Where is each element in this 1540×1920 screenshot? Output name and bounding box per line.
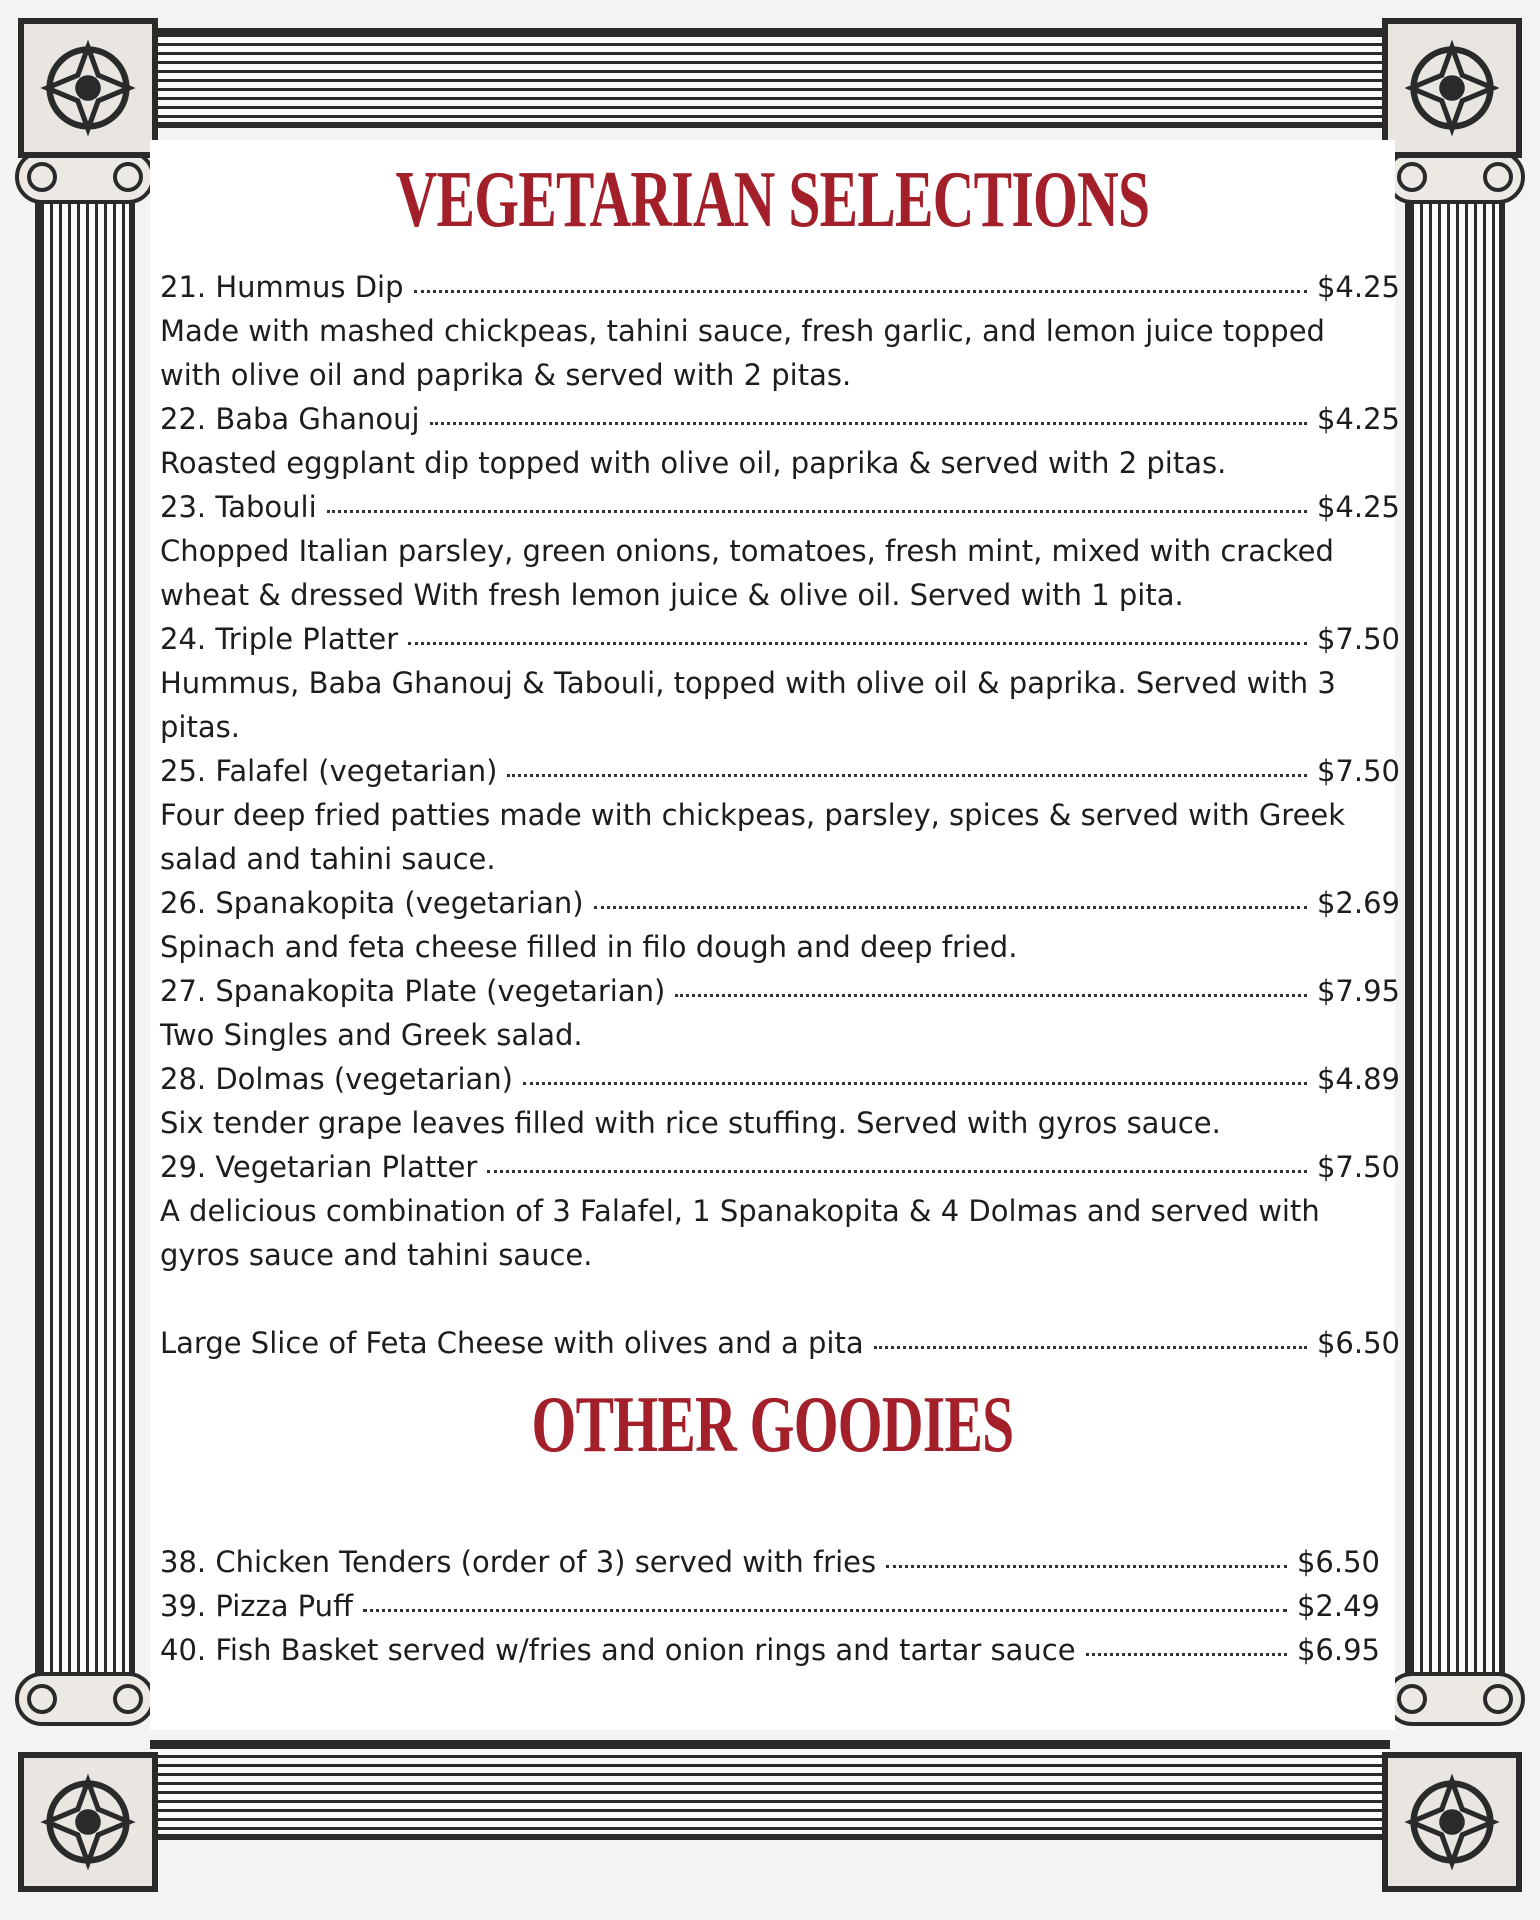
spacer [160, 1277, 1400, 1321]
item-description: A delicious combination of 3 Falafel, 1 Spanakopita & 4 Dolmas and served with gyros sauce and tahini sauce. [160, 1194, 1320, 1272]
item-name: 38. Chicken Tenders (order of 3) served with fries [160, 1545, 877, 1579]
menu-item [160, 969, 1400, 1013]
dot-leader [594, 906, 1307, 909]
item-name: 24. Triple Platter [160, 622, 399, 656]
dot-leader [507, 774, 1307, 777]
dot-leader [1086, 1653, 1287, 1656]
item-description: Two Singles and Greek salad. [160, 1018, 583, 1052]
dot-leader [363, 1609, 1287, 1612]
item-description: Chopped Italian parsley, green onions, tomatoes, fresh mint, mixed with cracked wheat & dressed With fresh lemon juice & olive oil. Served with 1 pita. [160, 534, 1334, 612]
column-capital [1385, 150, 1525, 204]
item-price: $4.25 [1316, 490, 1400, 524]
dot-leader [487, 1170, 1307, 1173]
menu-item [160, 397, 1400, 441]
item-description: Six tender grape leaves filled with rice stuffing. Served with gyros sauce. [160, 1106, 1221, 1140]
other-goodies-list [160, 1540, 1380, 1672]
rosette-corner-icon [1382, 1752, 1522, 1892]
right-column-frame [1405, 150, 1505, 1710]
menu-item [160, 265, 1400, 309]
item-name: 21. Hummus Dip [160, 270, 404, 304]
top-column-frame [150, 28, 1390, 128]
item-name: Large Slice of Feta Cheese with olives and a pita [160, 1326, 864, 1360]
item-price: $4.25 [1316, 402, 1400, 436]
item-description: Roasted eggplant dip topped with olive oil, paprika & served with 2 pitas. [160, 446, 1227, 480]
left-column-frame [35, 150, 135, 1710]
vegetarian-menu-list [160, 265, 1400, 1365]
item-price: $6.95 [1296, 1633, 1380, 1667]
item-name: 27. Spanakopita Plate (vegetarian) [160, 974, 666, 1008]
column-capital [1385, 1672, 1525, 1726]
rosette-corner-icon [1382, 18, 1522, 158]
item-price: $2.69 [1316, 886, 1400, 920]
item-name: 39. Pizza Puff [160, 1589, 354, 1623]
dot-leader [408, 642, 1307, 645]
item-name: 25. Falafel (vegetarian) [160, 754, 498, 788]
dot-leader [414, 290, 1307, 293]
menu-item [160, 485, 1400, 529]
item-name: 26. Spanakopita (vegetarian) [160, 886, 584, 920]
item-description: Spinach and feta cheese filled in filo dough and deep fried. [160, 930, 1018, 964]
item-price: $7.50 [1316, 1150, 1400, 1184]
dot-leader [327, 510, 1307, 513]
item-price: $7.50 [1316, 754, 1400, 788]
dot-leader [675, 994, 1307, 997]
rosette-corner-icon [18, 1752, 158, 1892]
item-description: Four deep fried patties made with chickpeas, parsley, spices & served with Greek salad and tahini sauce. [160, 798, 1346, 876]
item-name: 29. Vegetarian Platter [160, 1150, 478, 1184]
dot-leader [523, 1082, 1307, 1085]
item-price: $6.50 [1296, 1545, 1380, 1579]
menu-item [160, 1145, 1400, 1189]
menu-content-panel [150, 140, 1400, 1730]
item-price: $4.25 [1316, 270, 1400, 304]
item-name: 23. Tabouli [160, 490, 317, 524]
bottom-column-frame [150, 1740, 1390, 1840]
item-price: $4.89 [1316, 1062, 1400, 1096]
rosette-corner-icon [18, 18, 158, 158]
item-price: $2.49 [1296, 1589, 1380, 1623]
menu-item [160, 1628, 1380, 1672]
dot-leader [874, 1346, 1307, 1349]
item-price: $7.95 [1316, 974, 1400, 1008]
item-description: Hummus, Baba Ghanouj & Tabouli, topped with olive oil & paprika. Served with 3 pitas. [160, 666, 1336, 744]
item-name: 40. Fish Basket served w/fries and onion rings and tartar sauce [160, 1633, 1076, 1667]
item-name: 28. Dolmas (vegetarian) [160, 1062, 513, 1096]
menu-item [160, 617, 1400, 661]
menu-item [160, 881, 1400, 925]
item-name: 22. Baba Ghanouj [160, 402, 420, 436]
column-capital [15, 1672, 155, 1726]
item-description: Made with mashed chickpeas, tahini sauce, fresh garlic, and lemon juice topped with olive oil and paprika & served with 2 pitas. [160, 314, 1325, 392]
section-title-other-goodies: OTHER GOODIES [531, 1381, 1014, 1469]
dot-leader [430, 422, 1307, 425]
item-price: $7.50 [1316, 622, 1400, 656]
menu-item [160, 1540, 1380, 1584]
menu-item [160, 749, 1400, 793]
dot-leader [886, 1565, 1287, 1568]
section-title-vegetarian: VEGETARIAN SELECTIONS [395, 156, 1150, 244]
column-capital [15, 150, 155, 204]
item-price: $6.50 [1316, 1326, 1400, 1360]
menu-item [160, 1057, 1400, 1101]
menu-item-feta [160, 1321, 1400, 1365]
menu-item [160, 1584, 1380, 1628]
